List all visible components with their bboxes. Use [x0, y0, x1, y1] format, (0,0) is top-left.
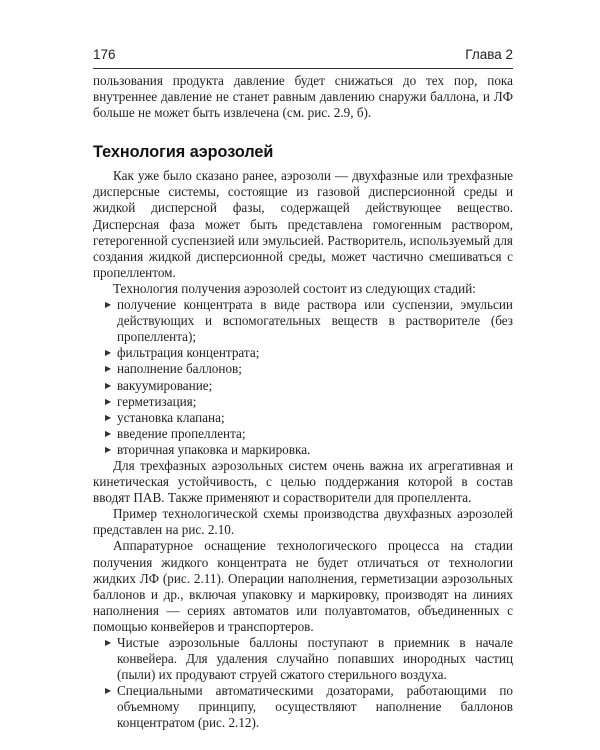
section-heading: Технология аэрозолей [93, 143, 274, 162]
list-item: ▶ введение пропеллента; [105, 425, 246, 441]
triangle-bullet-icon: ▶ [105, 444, 112, 454]
paragraph-equipment: Аппаратурное оснащение технологического процесса на стадии получения жидкого концентрата не будет отличаться от технологии жидких ЛФ (рис. 2.11). Операции наполнения, герметизации аэрозольных баллонов и др., включая упаковку и маркировку, производят на линиях наполнения — сериях автоматов или полуавтоматов, объединенных с помощью конвейеров и транспортеров. [93, 538, 513, 634]
list-item: ▶ наполнение баллонов; [105, 361, 242, 377]
paragraph-example: Пример технологической схемы производства двухфазных аэрозолей представлен на рис. 2.10. [93, 506, 513, 538]
chapter-title: Глава 2 [465, 47, 513, 62]
list-item: ▶ вторичная упаковка и маркировка. [105, 441, 311, 457]
paragraph-continuation: пользования продукта давление будет снижаться до тех пор, пока внутреннее давление не станет равным давлению снаружи баллона, и ЛФ больше не может быть извлечена (см. рис. 2.9, б). [93, 73, 513, 121]
triangle-bullet-icon: ▶ [105, 686, 112, 696]
triangle-bullet-icon: ▶ [105, 300, 112, 310]
list-item: ▶ вакуумирование; [105, 377, 213, 393]
paragraph-stages-lead: Технология получения аэрозолей состоит из следующих стадий: [113, 280, 476, 296]
triangle-bullet-icon: ▶ [105, 380, 112, 390]
list-item: ▶ фильтрация концентрата; [105, 345, 260, 361]
triangle-bullet-icon: ▶ [105, 428, 112, 438]
triangle-bullet-icon: ▶ [105, 348, 112, 358]
header-rule [93, 68, 513, 69]
list-item: ▶ Специальными автоматическими дозаторами, работающими по объемному принципу, осуществляют наполнение баллонов концентратом (рис. 2.12). [105, 683, 513, 731]
paragraph-intro: Как уже было сказано ранее, аэрозоли — двухфазные или трехфазные дисперсные системы, состоящие из газовой дисперсионной среды и жидкой дисперсной фазы, содержащей действующее вещество. Дисперсная фаза может быть представлена гомогенным раствором, гетерогенной суспензией или эмульсией. Растворитель, используемый для создания жидкой дисперсионной среды, может частично смешиваться с пропеллентом. [93, 168, 513, 280]
list-item: ▶ установка клапана; [105, 409, 225, 425]
list-item: ▶ Чистые аэрозольные баллоны поступают в приемник в начале конвейера. Для удаления случайно попавших инородных частиц (пыли) их продувают струей сжатого стерильного воздуха. [105, 635, 513, 683]
running-header [93, 47, 513, 62]
page-body [93, 73, 513, 732]
list-item: ▶ получение концентрата в виде раствора или суспензии, эмульсии действующих и вспомогательных веществ в растворителе (без пропеллента); [105, 297, 513, 345]
steps-list [93, 635, 513, 732]
triangle-bullet-icon: ▶ [105, 364, 112, 374]
list-item: ▶ герметизация; [105, 393, 197, 409]
triangle-bullet-icon: ▶ [105, 396, 112, 406]
paragraph-stability: Для трехфазных аэрозольных систем очень важна их агрегативная и кинетическая устойчивость, с целью поддержания которой в состав вводят ПАВ. Также применяют и сорастворители для пропеллента. [93, 457, 513, 506]
page-number: 176 [93, 47, 116, 62]
triangle-bullet-icon: ▶ [105, 638, 112, 647]
stages-list [93, 297, 513, 458]
triangle-bullet-icon: ▶ [105, 412, 112, 422]
